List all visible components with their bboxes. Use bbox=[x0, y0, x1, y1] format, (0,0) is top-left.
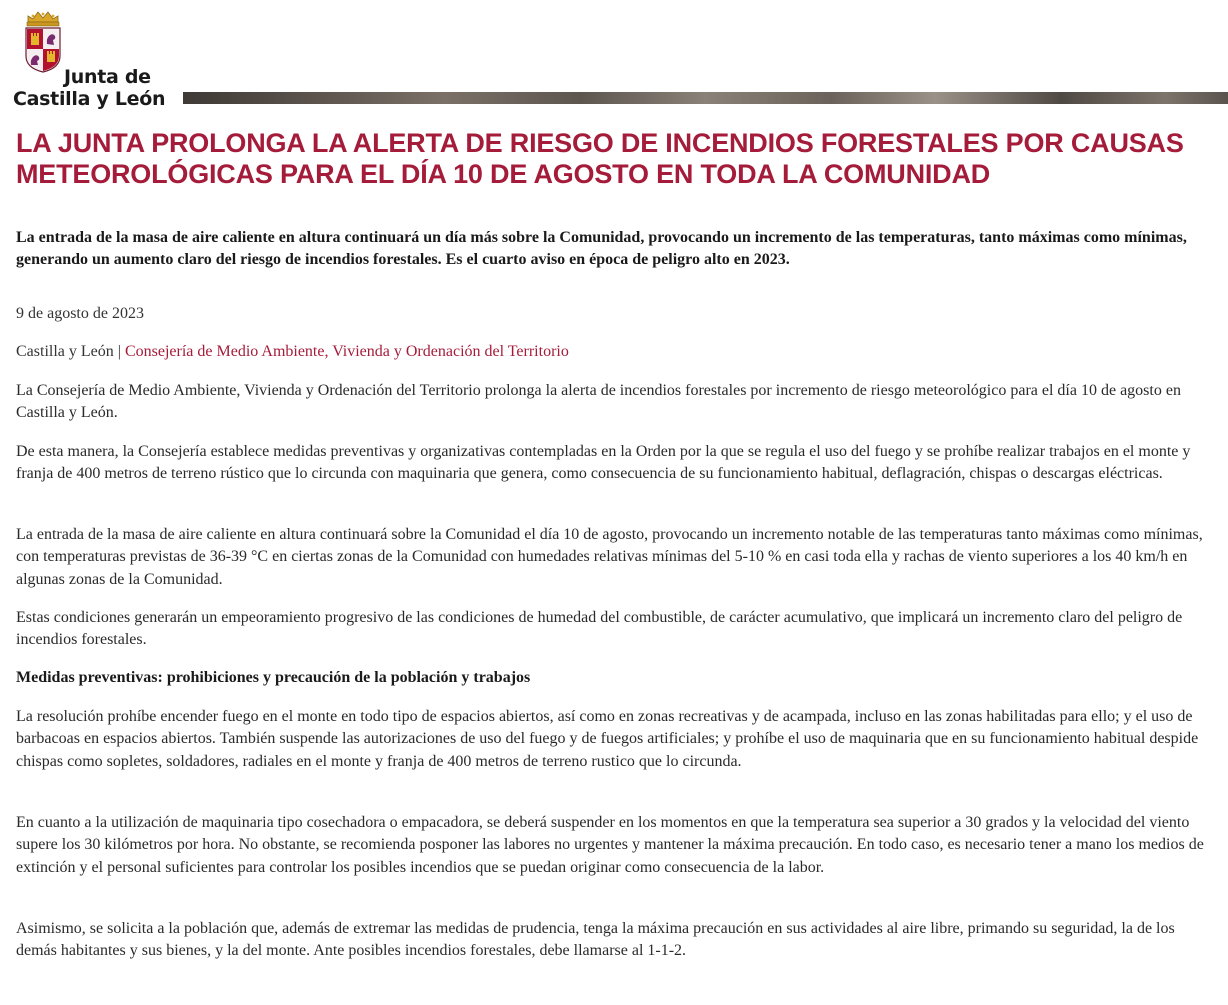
junta-logo[interactable] bbox=[12, 8, 166, 110]
article-paragraph-5: La resolución prohíbe encender fuego en el monte en todo tipo de espacios abiertos, así como en zonas recreativas y de acampada, incluso en las zonas habilitadas para ello; y el uso de barbacoas en espacios abiertos. También suspende las autorizaciones de uso del fuego y de fuegos artificiales; y prohíbe el uso de maquinaria que en su funcionamiento habitual despide chispas como sopletes, soldadores, radiales en el monte y franja de 400 metros de terreno rustico que lo circunda. bbox=[16, 708, 1199, 770]
coat-of-arms-icon bbox=[22, 8, 64, 78]
article-location: Castilla y León | bbox=[16, 343, 121, 360]
article-title: LA JUNTA PROLONGA LA ALERTA DE RIESGO DE INCENDIOS FORESTALES POR CAUSAS METEOROLÓGICAS PARA EL DÍA 10 DE AGOSTO EN TODA LA COMUNIDAD bbox=[16, 128, 1184, 189]
department-link[interactable]: Consejería de Medio Ambiente, Vivienda y Ordenación del Territorio bbox=[124, 343, 569, 360]
article-paragraph-2: De esta manera, la Consejería establece medidas preventivas y organizativas contempladas en la Orden por la que se regula el uso del fuego y se prohíbe realizar trabajos en el monte y franja de 400 metros de terreno rústico que lo circunda con maquinaria que genera, como consecuencia de su funcionamiento habitual, deflagración, chispas o descargas eléctricas. bbox=[16, 443, 1191, 483]
article-subheading: Medidas preventivas: prohibiciones y precaución de la población y trabajos bbox=[16, 669, 531, 686]
article-meta bbox=[16, 341, 569, 363]
logo-text-line2: Castilla y León bbox=[13, 88, 166, 110]
article-paragraph-4: Estas condiciones generarán un empeoramiento progresivo de las condiciones de humedad del combustible, de carácter acumulativo, que implicará un incremento claro del peligro de incendios forestales. bbox=[16, 609, 1183, 649]
article-paragraph-3: La entrada de la masa de aire caliente en altura continuará sobre la Comunidad el día 10 de agosto, provocando un incremento notable de las temperaturas tanto máximas como mínimas, con temperaturas previstas de 36-39 °C en ciertas zonas de la Comunidad con humedades relativas mínimas del 5-10 % en casi toda ella y rachas de viento superiores a los 40 km/h en algunas zonas de la Comunidad. bbox=[16, 526, 1203, 588]
article-date: 9 de agosto de 2023 bbox=[16, 305, 144, 322]
article-lead: La entrada de la masa de aire caliente en altura continuará un día más sobre la Comunidad, provocando un incremento de las temperaturas, tanto máximas como mínimas, generando un aumento claro del riesgo de incendios forestales. Es el cuarto aviso en época de peligro alto en 2023. bbox=[16, 229, 1187, 268]
logo-text-line1: Junta de bbox=[64, 66, 151, 88]
article-paragraph-1: La Consejería de Medio Ambiente, Vivienda y Ordenación del Territorio prolonga la alerta de incendios forestales por incremento de riesgo meteorológico para el día 10 de agosto en Castilla y León. bbox=[16, 382, 1181, 422]
article-paragraph-7: Asimismo, se solicita a la población que, además de extremar las medidas de prudencia, tenga la máxima precaución en sus actividades al aire libre, primando su seguridad, la de los demás habitantes y sus bienes, y la del monte. Ante posibles incendios forestales, debe llamarse al 1-1-2. bbox=[16, 920, 1175, 960]
header-banner-image bbox=[183, 92, 1228, 104]
article-paragraph-6: En cuanto a la utilización de maquinaria tipo cosechadora o empacadora, se deberá suspender en los momentos en que la temperatura sea superior a 30 grados y la velocidad del viento supere los 30 kilómetros por hora. No obstante, se recomienda posponer las labores no urgentes y mantener la máxima precaución. En todo caso, es necesario tener a mano los medios de extinción y el personal suficientes para controlar los posibles incendios que se puedan originar como consecuencia de la labor. bbox=[16, 814, 1204, 876]
site-header bbox=[0, 0, 1228, 110]
